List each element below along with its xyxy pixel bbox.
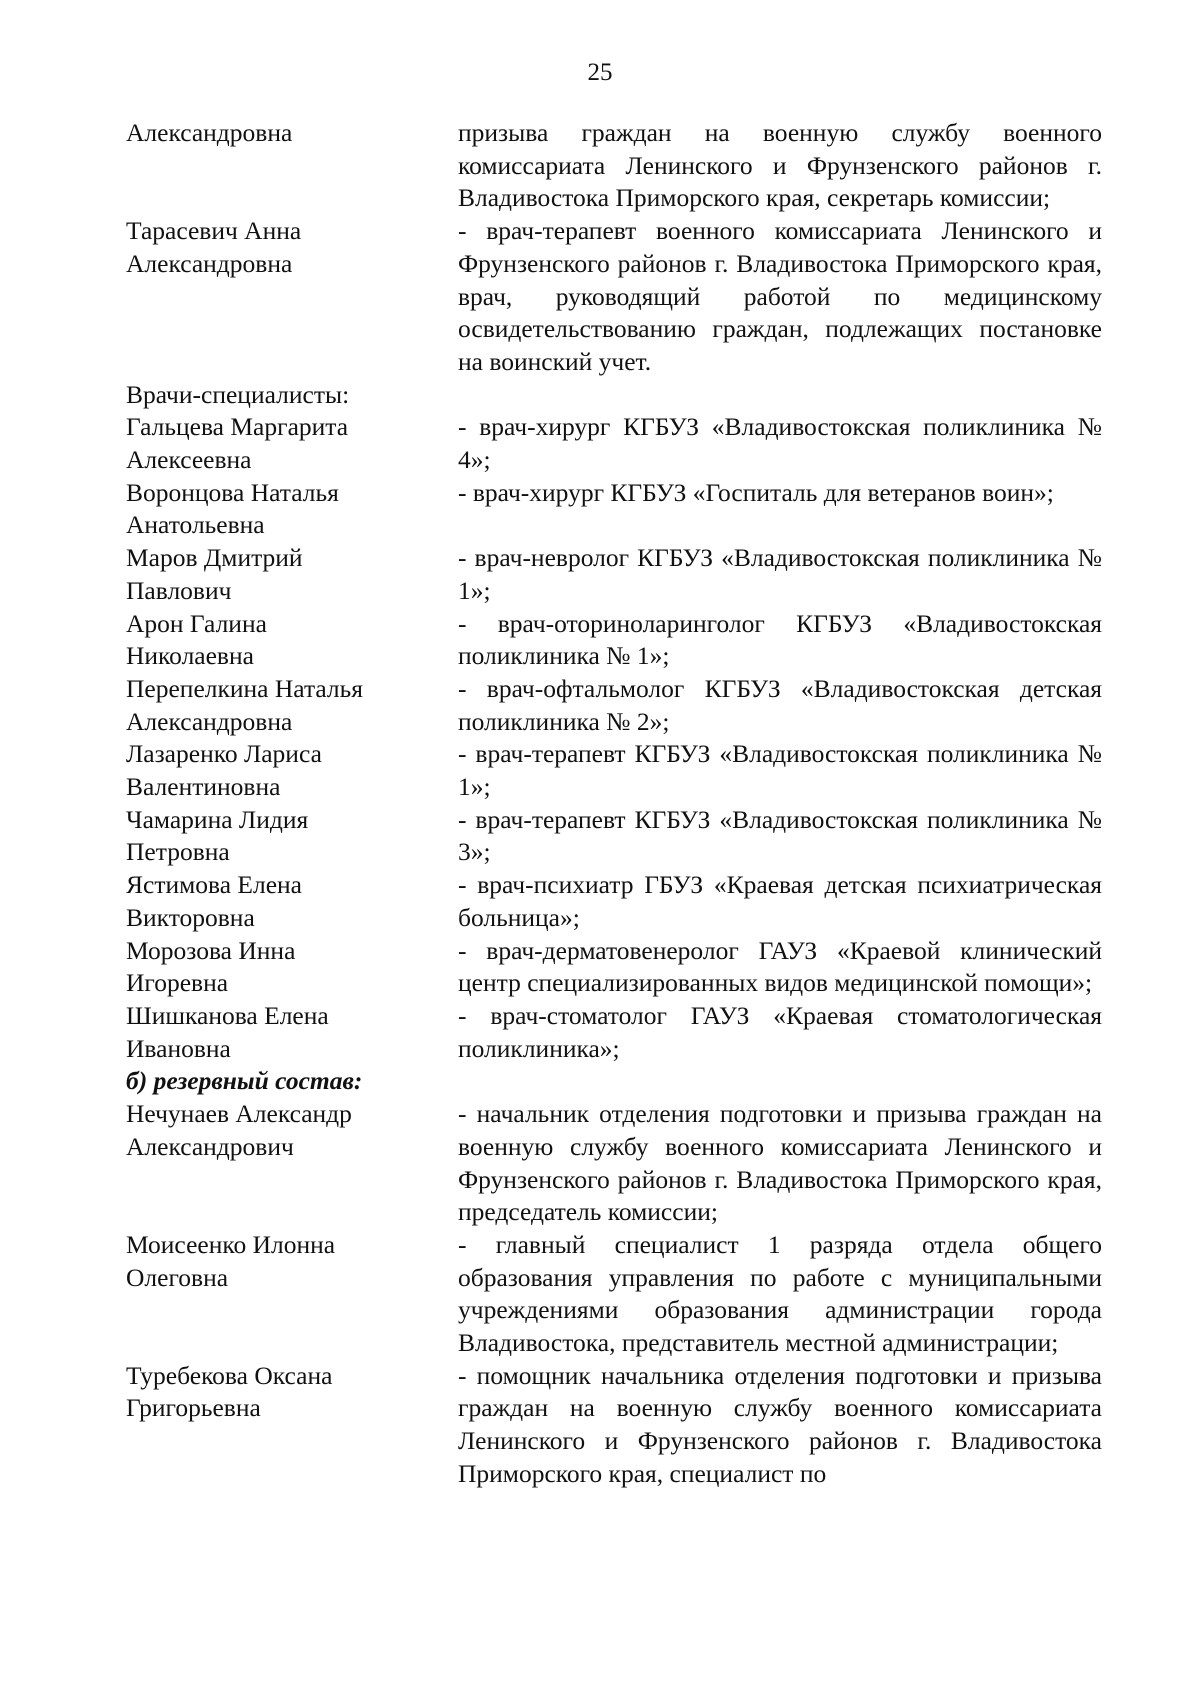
- reserve-entry: [126, 1360, 1102, 1491]
- reserve-member-name: Нечунаев Александр Александрович: [126, 1099, 352, 1161]
- member-entry: [126, 215, 1102, 379]
- specialist-name: Ястимова Елена Викторовна: [126, 870, 302, 932]
- specialist-name: Морозова Инна Игоревна: [126, 935, 296, 998]
- reserve-heading: б) резервный состав:: [126, 1066, 363, 1096]
- member-name: Александровна: [126, 118, 293, 147]
- specialist-name: Гальцева Маргарита Алексеевна: [126, 412, 349, 475]
- member-entry: [126, 117, 1102, 215]
- reserve-member-position: - начальник отделения подготовки и призыва граждан на военную службу военного комиссариата Ленинского и Фрунзенского районов г. Владивостока Приморского края, председатель комиссии;: [458, 1099, 1102, 1227]
- specialist-entry: [126, 477, 1102, 542]
- reserve-entry: [126, 1229, 1102, 1360]
- specialist-position: - врач-терапевт КГБУЗ «Владивостокская поликлиника № 1»;: [458, 739, 1102, 802]
- specialist-entry: [126, 608, 1102, 673]
- section-heading-row: [126, 379, 1102, 412]
- specialist-position: - врач-хирург КГБУЗ «Госпиталь для ветеранов воин»;: [458, 477, 1054, 507]
- reserve-member-name: Моисеенко Илонна Олеговна: [126, 1229, 336, 1292]
- specialist-entry: [126, 673, 1102, 738]
- specialist-position: - врач-терапевт КГБУЗ «Владивостокская поликлиника № 3»;: [458, 804, 1102, 867]
- reserve-member-position: - помощник начальника отделения подготовки и призыва граждан на военную службу военного комиссариата Ленинского и Фрунзенского районов г. Владивостока Приморского края, специалист по: [458, 1360, 1102, 1488]
- specialist-name: Чамарина Лидия Петровна: [126, 804, 309, 867]
- page-number: 25: [587, 59, 613, 86]
- section-heading-row: [126, 1065, 1102, 1098]
- specialist-entry: [126, 1000, 1102, 1065]
- specialist-position: - врач-невролог КГБУЗ «Владивостокская поликлиника № 1»;: [458, 543, 1102, 605]
- specialist-entry: [126, 804, 1102, 869]
- reserve-entry: [126, 1098, 1102, 1229]
- specialist-name: Лазаренко Лариса Валентиновна: [126, 739, 322, 802]
- specialist-position: - врач-хирург КГБУЗ «Владивостокская поликлиника № 4»;: [458, 412, 1102, 475]
- specialist-name: Маров Дмитрий Павлович: [126, 543, 303, 605]
- specialists-heading: Врачи-специалисты:: [126, 379, 350, 409]
- member-position: - врач-терапевт военного комиссариата Ленинского и Фрунзенского районов г. Владивостока Приморского края, врач, руководящий работой по медицинскому освидетельствованию граждан, подлежащих постановке на воинский учет.: [458, 216, 1102, 376]
- specialist-name: Воронцова Наталья Анатольевна: [126, 477, 339, 540]
- document-body: [126, 117, 1102, 1491]
- specialist-position: - врач-оториноларинголог КГБУЗ «Владивостокская поликлиника № 1»;: [458, 608, 1102, 671]
- specialist-name: Арон Галина Николаевна: [126, 608, 267, 671]
- specialist-entry: [126, 542, 1102, 607]
- specialist-entry: [126, 935, 1102, 1000]
- reserve-member-name: Туребекова Оксана Григорьевна: [126, 1360, 333, 1423]
- specialist-entry: [126, 411, 1102, 476]
- specialist-position: - врач-стоматолог ГАУЗ «Краевая стоматологическая поликлиника»;: [458, 1000, 1102, 1063]
- specialist-position: - врач-офтальмолог КГБУЗ «Владивостокская детская поликлиника № 2»;: [458, 673, 1102, 736]
- specialist-name: Перепелкина Наталья Александровна: [126, 673, 364, 736]
- member-name: Тарасевич Анна Александровна: [126, 216, 302, 278]
- reserve-member-position: - главный специалист 1 разряда отдела общего образования управления по работе с муниципальными учреждениями образования администрации города Владивостока, представитель местной администрации;: [458, 1229, 1102, 1358]
- specialist-entry: [126, 869, 1102, 934]
- specialist-position: - врач-психиатр ГБУЗ «Краевая детская психиатрическая больница»;: [458, 870, 1102, 932]
- specialist-entry: [126, 738, 1102, 803]
- specialist-name: Шишканова Елена Ивановна: [126, 1000, 329, 1063]
- member-position: призыва граждан на военную службу военного комиссариата Ленинского и Фрунзенского районов г. Владивостока Приморского края, секретарь комиссии;: [458, 118, 1102, 213]
- specialist-position: - врач-дерматовенеролог ГАУЗ «Краевой клинический центр специализированных видов медицинской помощи»;: [458, 935, 1102, 998]
